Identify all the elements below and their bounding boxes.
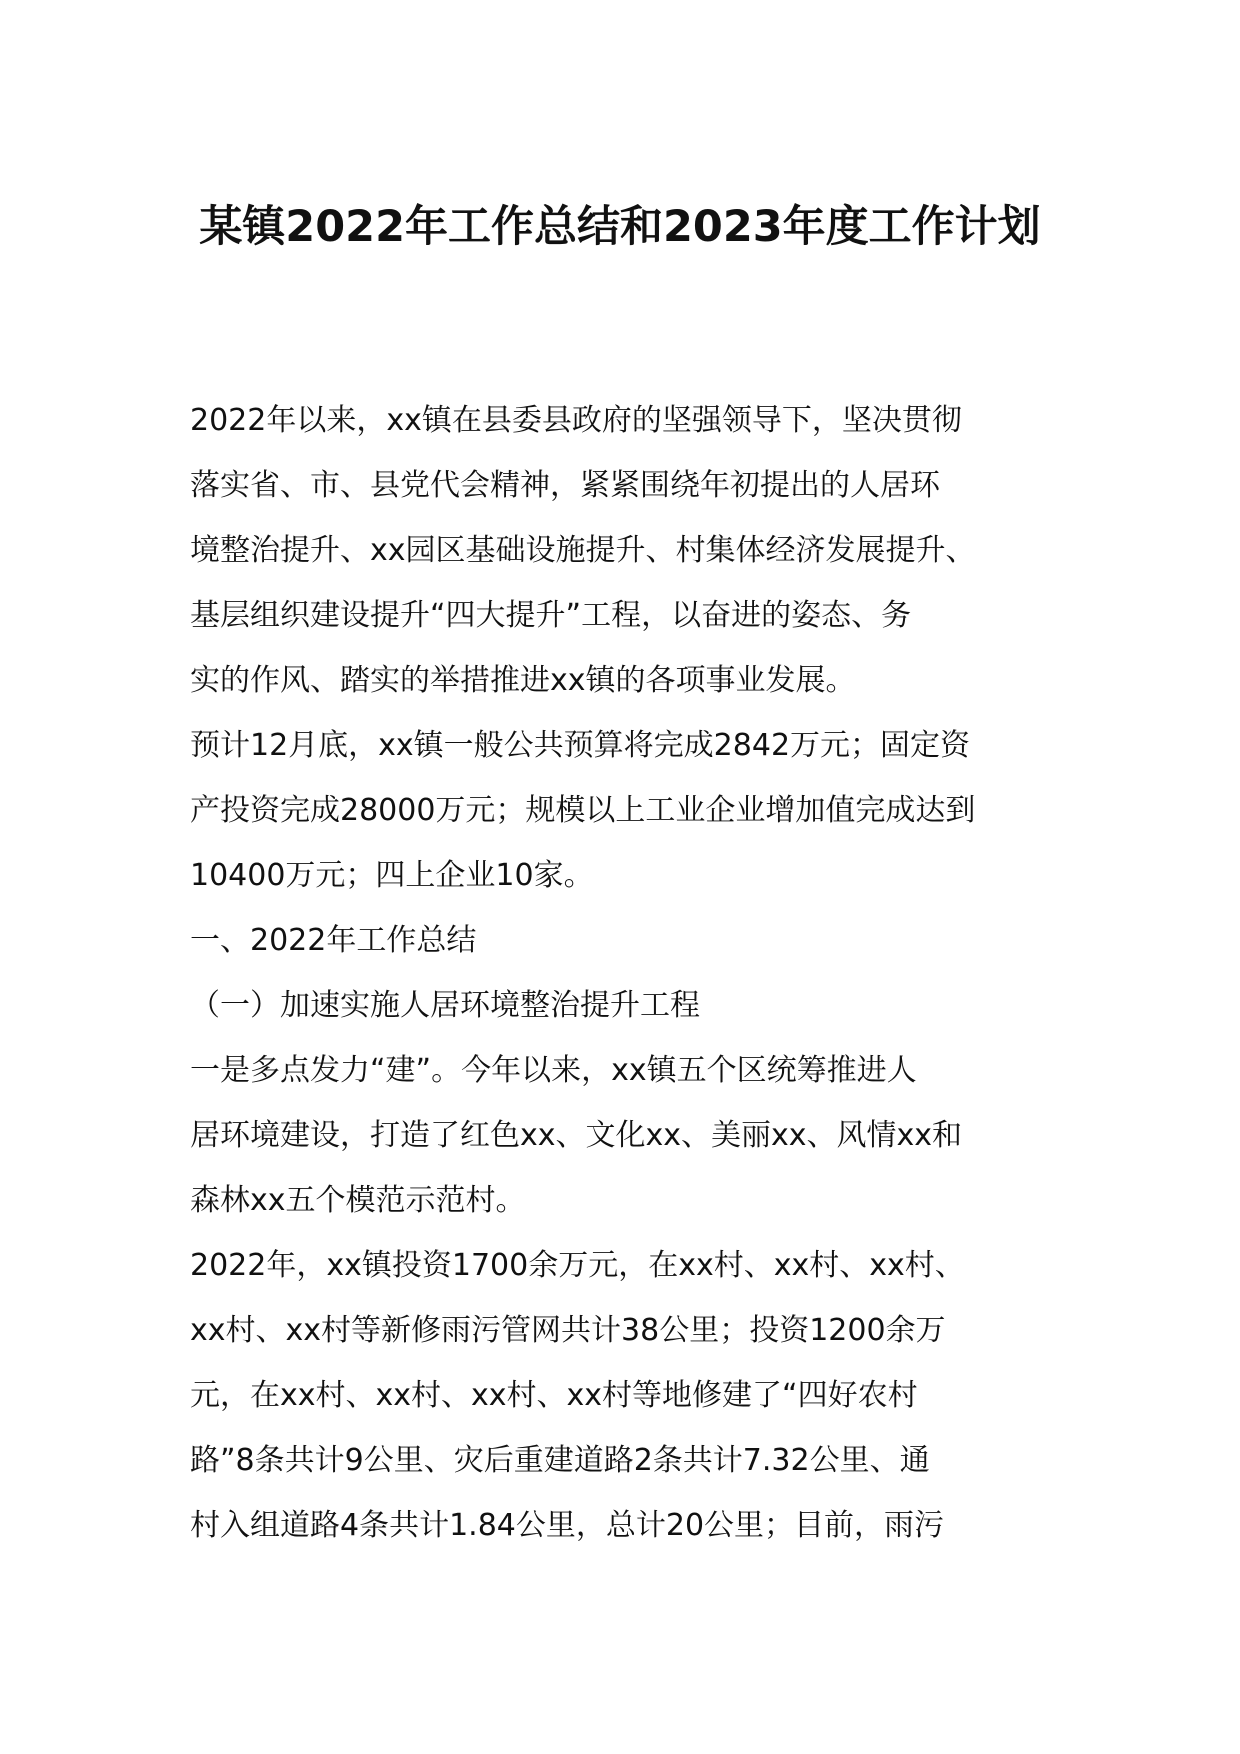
paragraph-budget [190,713,1070,908]
text-line: xx村、xx村等新修雨污管网共计38公里；投资1200余万 [190,1313,946,1348]
text-line: 森林xx五个模范示范村。 [190,1183,526,1218]
text-line: 村入组道路4条共计1.84公里，总计20公里；目前，雨污 [190,1508,945,1543]
paragraph-build [190,1038,1070,1233]
text-line: 2022年以来，xx镇在县委县政府的坚强领导下，坚决贯彻 [190,403,962,438]
document-body [190,388,1070,1558]
text-line: 2022年，xx镇投资1700余万元，在xx村、xx村、xx村、 [190,1248,965,1283]
subsection-heading [190,973,1070,1038]
paragraph-intro [190,388,1070,713]
document-title: 某镇2022年工作总结和2023年度工作计划 [199,202,1041,252]
text-line: 一是多点发力“建”。今年以来，xx镇五个区统筹推进人 [190,1053,917,1088]
text-line: 10400万元；四上企业10家。 [190,858,594,893]
text-line: 预计12月底，xx镇一般公共预算将完成2842万元；固定资 [190,728,971,763]
text-line: 产投资完成28000万元；规模以上工业企业增加值完成达到 [190,793,976,828]
text-line: 基层组织建设提升“四大提升”工程，以奋进的姿态、务 [190,598,912,633]
text-line: 居环境建设，打造了红色xx、文化xx、美丽xx、风情xx和 [190,1118,963,1153]
text-line: 一、2022年工作总结 [190,923,477,958]
text-line: 路”8条共计9公里、灾后重建道路2条共计7.32公里、通 [190,1443,930,1478]
text-line: （一）加速实施人居环境整治提升工程 [190,988,700,1023]
text-line: 实的作风、踏实的举措推进xx镇的各项事业发展。 [190,663,856,698]
text-line: 境整治提升、xx园区基础设施提升、村集体经济发展提升、 [190,533,976,568]
section-heading [190,908,1070,973]
text-line: 落实省、市、县党代会精神，紧紧围绕年初提出的人居环 [190,468,940,503]
paragraph-investment [190,1233,1070,1558]
text-line: 元，在xx村、xx村、xx村、xx村等地修建了“四好农村 [190,1378,918,1413]
